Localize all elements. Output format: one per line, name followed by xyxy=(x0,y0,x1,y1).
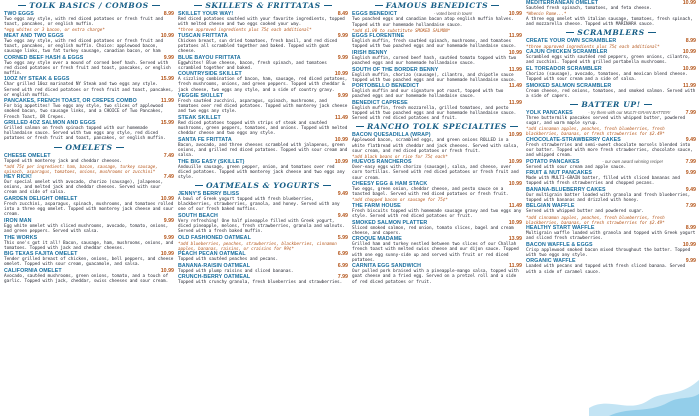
menu-item-grilled-4oz-salmon-and-eggs xyxy=(4,120,174,141)
menu-item-tagline: - try them with our MULTI-GRAIN BATTER! xyxy=(588,109,671,115)
menu-item-price: 10.99 xyxy=(160,196,174,203)
menu-item-two-eggs xyxy=(4,11,174,32)
menu-item-big-texas-fajita-omelet xyxy=(4,251,174,267)
menu-item-name: CHEESE OMELET xyxy=(4,152,51,159)
menu-item-description: Chicken breast, sun dried tomatoes, fresh basil, and red diced potatoes all scrambled together and baked. Topped with goat cheese. xyxy=(178,38,338,55)
menu-item-note: *add black beans or rice for 75¢ each* xyxy=(352,153,448,159)
menu-item-cheesy-egg-ham-stack xyxy=(352,181,522,202)
section-title: OATMEALS & YOGURTS xyxy=(205,181,321,191)
menu-item-fruit-nut-pancakes xyxy=(526,170,696,186)
menu-item-description: Our multigrain batter loaded with granola and fresh blueberries, topped with bananas and drizzled with honey. xyxy=(526,192,691,203)
menu-item-description: English muffin, corned beef hash, sautéed tomato topped with two poached eggs and our homemade hollandaise sauce. xyxy=(352,55,517,66)
menu-item-name: SOUTH OF THE BORDER BENNY xyxy=(352,66,439,73)
menu-item-price: 7.99 xyxy=(685,203,696,210)
menu-item-description: Over-easy eggs with chorizo (sausage), salsa, and cheese, over corn tortillas. Served with red diced potatoes or fresh fruit and sour cream. xyxy=(352,165,519,181)
menu-item-note: *add cinnamon apples, peaches, fresh blueberries, fresh blackberries, bananas, or fresh strawberries for $2.49* xyxy=(526,126,665,137)
menu-item-benedict-caprese xyxy=(352,100,522,121)
menu-item-description: Served with sour cream and apple sauce. xyxy=(526,164,627,170)
menu-item-name: YOLK PANCAKES xyxy=(526,109,573,116)
menu-item-portobello-benedict xyxy=(352,83,522,99)
menu-item-price: 9.49 xyxy=(685,186,696,193)
heading-rule xyxy=(644,104,652,105)
menu-item-price: 7.99 xyxy=(685,158,696,165)
menu-item-price: 9.99 xyxy=(163,234,174,241)
menu-item-name: SKILLET YOUR WAY! xyxy=(178,11,234,17)
heading-rule xyxy=(18,5,26,6)
menu-item-name: CREATE YOUR OWN SCRAMBLER xyxy=(526,37,617,44)
menu-item-price: 11.49 xyxy=(509,83,522,90)
menu-item-name: CALIFORNIA OMELET xyxy=(4,267,62,274)
menu-item-healthy-start-waffle xyxy=(526,225,696,241)
menu-item-description: Crisp applewood smoked bacon mixed throughout the batter. Topped with two eggs any style. xyxy=(526,247,691,258)
menu-item-description: Sautéed fresh spinach, tomatoes, and feta cheese. xyxy=(526,6,652,11)
menu-item-note: *Whenin Rome...* xyxy=(526,11,567,17)
section-heading xyxy=(352,122,522,131)
menu-item-banana-raisin-oatmeal xyxy=(178,263,348,274)
menu-item-price: 10.99 xyxy=(682,49,696,56)
menu-item-price: 6.99 xyxy=(337,251,348,258)
menu-item-hey-rick xyxy=(4,174,174,195)
menu-item-description: Tender grilled breast of chicken, onions, bell peppers, and cheese omelet. Topped with sour cream, guacamole, and salsa. xyxy=(4,257,174,268)
menu-item-el-toreador-scrambler xyxy=(526,66,696,82)
menu-item-name: BACON QUESADILLA (WRAP) xyxy=(352,132,431,139)
menu-item-tagline: - voted best in town! xyxy=(433,11,473,16)
menu-item-name: MEAT AND TWO EGGS xyxy=(4,32,64,39)
menu-item-price: 11.99 xyxy=(683,82,696,89)
heading-rule xyxy=(152,5,160,6)
menu-item-description: Scrambled eggs with sautéed red peppers, green onions, cilantro, and zucchini. Topped with grilled portabella mushrooms. xyxy=(526,55,691,66)
menu-item-meat-and-two-eggs xyxy=(4,33,174,54)
menu-item-name: GARDEN DELIGHT OMELET xyxy=(4,196,78,203)
menu-item-the-farm-house xyxy=(352,203,522,219)
menu-item-santa-fe-frittata xyxy=(178,137,348,158)
heading-rule xyxy=(194,5,202,6)
menu-item-price: 6.99 xyxy=(337,262,348,269)
menu-item-description: Two eggs any style, with red diced potatoes or fresh fruit and toast, pancakes, or english muffin. Choice: applewood bacon, sausage links, two fat turkey sausage, canadian bacon, or ham xyxy=(4,38,164,55)
heading-rule xyxy=(356,126,364,127)
menu-item-name: IRON MAN xyxy=(4,217,32,224)
section-title: FAMOUS BENEDICTS xyxy=(385,1,489,10)
section-heading xyxy=(178,1,348,10)
menu-item-name: TUSCAN FRITTATA xyxy=(178,32,228,39)
menu-item-name: BANANA-RAISIN OATMEAL xyxy=(178,262,251,269)
menu-item-name: CAJUN CHICKEN SCRAMBLER xyxy=(526,49,608,56)
menu-item-price: 11.99 xyxy=(509,33,522,40)
menu-item-description: A three egg omelet with italian sausage, tomatoes, fresh spinach, and mozzarella cheese. Topped with MARINARA sauce. xyxy=(526,16,693,27)
menu-item-name: STEAK SKILLET xyxy=(178,114,221,121)
menu-item-name: GRILLED 4OZ SALMON AND EGGS xyxy=(4,120,96,127)
menu-item-bacon-quesadilla-wrap xyxy=(352,132,522,158)
menu-item-description: Eggwhites! Blue cheese, bacon, fresh spinach, and tomatoes scrambled together and baked. xyxy=(178,60,327,71)
menu-column-1 xyxy=(4,0,174,416)
menu-item-price: 11.49 xyxy=(509,202,522,209)
menu-item-name: PANCAKES, FRENCH TOAST, OR CREPES COMBO xyxy=(4,98,137,105)
menu-item-description: Topped with monterey jack and cheddar cheeses. xyxy=(4,158,122,164)
menu-item-price: 8.99 xyxy=(685,225,696,232)
menu-item-description: Sliced smoked salmon, red onion, tomato slices, bagel and cream cheese, and capers. xyxy=(352,225,514,236)
heading-rule xyxy=(54,147,62,148)
menu-item-price: 7.49 xyxy=(163,174,174,181)
menu-item-description: Topped with plump raisins and sliced bananas. xyxy=(178,268,294,274)
menu-item-south-beach xyxy=(178,213,348,234)
menu-item-name: BENEDICT CAPRESE xyxy=(352,99,408,106)
menu-item-price: 9.99 xyxy=(337,54,348,61)
menu-item-name: CRUNCH-BERRY OATMEAL xyxy=(178,274,251,281)
menu-item xyxy=(352,17,522,32)
menu-item-name: THE BIG EASY (SKILLET) xyxy=(178,158,245,165)
menu-item-crunch-berry-oatmeal xyxy=(178,274,348,285)
menu-item-price: 9.99 xyxy=(337,93,348,100)
menu-item-description: Two eggs any style over a mound of corned beef hash. Served with red diced potatoes or fresh fruit and toast, pancakes, or english muffin. xyxy=(4,60,171,76)
menu-item-name: BLUE BAYOU FRITTATA xyxy=(178,54,241,61)
section-title: SKILLETS & FRITTATAS xyxy=(205,1,321,10)
menu-item-description: Cream cheese, red onions, tomatoes, and smoked salmon. Served with a side of capers. xyxy=(526,88,696,99)
menu-item-iron-man xyxy=(4,218,174,234)
menu-item-price: 10.99 xyxy=(682,65,696,72)
section-heading xyxy=(526,100,696,109)
menu-item-price: 10.99 xyxy=(334,136,348,143)
menu-item-name: ORGANIC WAFFLE xyxy=(526,258,576,265)
menu-item-irish-benny xyxy=(352,50,522,66)
menu-item-description: Very refreshing! One half pineapple filled with Greek yogurt, diced pineapple, melons, fresh strawberries, granola and walnuts. Served with a fresh baked muffin. xyxy=(178,219,345,235)
menu-item-description: Bacon, avocado, and three cheeses scrambled with jalapenos, green onions, and grilled red diced potatoes. Topped with sour cream and salsa. xyxy=(178,142,348,159)
menu-item-name: BIG TEXAS FAJITA OMELET xyxy=(4,251,78,258)
menu-item-name: SANTA FE FRITTATA xyxy=(178,136,232,143)
menu-item-description: Red diced potatoes sautéed with your favorite ingredients, topped with melted cheese and two eggs cooked your way. xyxy=(178,17,345,28)
section-title: BATTER UP! xyxy=(581,99,641,109)
menu-item-price: 10.99 xyxy=(508,219,522,226)
menu-item-price: 9.49 xyxy=(337,191,348,198)
heading-rule xyxy=(375,5,383,6)
menu-item-price: 10.99 xyxy=(508,181,522,188)
menu-item-price: 9.49 xyxy=(685,136,696,143)
menu-item-10oz-ny-steak-eggs xyxy=(4,76,174,97)
menu-item-description: Loaded with pecans and topped with fresh sliced banana. Served with a side of caramel sauce. xyxy=(526,264,686,275)
menu-item-cajun-chicken-scrambler xyxy=(526,49,696,65)
menu-item-description: Three buttermilk pancakes served with whipped butter, powdered sugar, and warm maple syrup. xyxy=(526,115,686,127)
menu-item-price: 7.99 xyxy=(337,274,348,281)
menu-item-california-omelet xyxy=(4,268,174,284)
menu-item-create-your-own-scrambler xyxy=(526,38,696,49)
menu-item-name: HUEVOS RANCHEROS xyxy=(352,159,412,166)
menu-item-eggs-florentine xyxy=(352,33,522,49)
section-title: RANCHO TOLK SPECIALTIES xyxy=(367,122,507,132)
menu-item-description: Chorizo (sausage), avocado, tomatoes, and mexican blend cheese. Topped with sour cream and a side of salsa. xyxy=(526,71,688,83)
menu-item-description: A bowl of Greek yogurt topped with fresh blueberries, blackberries, strawberries, granola, and honey. Served with any one of our fresh baked muffins. xyxy=(178,197,340,213)
menu-item-name: THE FARM HOUSE xyxy=(352,202,401,209)
heading-rule xyxy=(648,32,656,33)
menu-item-peach-pecan-oatmeal xyxy=(178,251,348,262)
menu-item-description: Fresh zucchini, asparagus, spinach, mushrooms, and tomatoes rolled into a three egg omelet. Topped with monterey jack cheese and sour cream. xyxy=(4,202,174,218)
section-heading xyxy=(4,143,174,152)
menu-item-smoked-salmon-platter xyxy=(352,220,522,236)
menu-item-price: 9.99 xyxy=(337,32,348,39)
menu-item-name: EGGS FLORENTINE xyxy=(352,33,405,40)
heading-rule xyxy=(491,5,499,6)
menu-item-description: Fresh sautéed zucchini, asparagus, spinach, mushrooms, and tomatoes over red diced potatoes. Topped with monterey jack cheese and two eggs any style. xyxy=(178,99,348,115)
menu-item-description: Topped with sautéed peaches and pecans. xyxy=(178,257,279,263)
menu-item-name: HEY RICK! xyxy=(4,174,32,181)
menu-item-description: Two poached eggs and canadian bacon atop english muffin halves. Topped with our homemade hollandaise sauce. xyxy=(352,17,514,28)
menu-item-description: English muffin, fresh sautéed spinach, mushrooms, and tomatoes topped with two poached eggs and our homemade hollandaise sauce. xyxy=(352,39,517,50)
section-title: OMELETS xyxy=(65,142,113,152)
menu-item-mediterranean-omelet xyxy=(526,0,696,16)
menu-item-pancakes-french-toast-or-crepes-combo xyxy=(4,98,174,119)
menu-item-name: EGGS BENEDICT xyxy=(352,11,398,17)
heading-rule xyxy=(324,5,332,6)
menu-item-croque-madame xyxy=(352,236,522,263)
menu-item-description: Topped with crunchy granola, fresh blueberries and strawberries. xyxy=(178,280,343,286)
menu-item-description: Two eggs any style, with red diced potatoes or fresh fruit and toast, pancakes, or english muffin. xyxy=(4,17,164,28)
menu-item-organic-waffle xyxy=(526,258,696,274)
heading-rule xyxy=(510,126,518,127)
menu-item-corned-beef-hash-eggs xyxy=(4,55,174,76)
menu-item-price: 11.99 xyxy=(509,263,522,270)
menu-item-south-of-the-border-benny xyxy=(352,67,522,83)
menu-item-price: 10.99 xyxy=(682,0,696,6)
menu-item-name: BACON WAFFLE & EGGS xyxy=(526,241,593,248)
menu-item-price: 7.49 xyxy=(163,152,174,159)
menu-item-price: 9.99 xyxy=(163,217,174,224)
menu-item-description: English muffin, fresh mozzarella, grilled tomatoes, and pesto topped with two poached eggs and our homemade hollandaise sauce. Served with red diced potatoes and fruit. xyxy=(352,105,517,122)
menu-item-price: 10.99 xyxy=(160,267,174,274)
menu-item-description: English muffin, chorizo (sausage), cilantro, and chipotle sauce topped with two poached eggs and our homemade hollandaise sauce. xyxy=(352,72,517,83)
menu-item-description: Our pulled pork braised with a pineapple-mango salsa, topped with goat cheese and a fried egg. Served on a pretzel roll and a side of red diced potatoes or fruit. xyxy=(352,269,519,285)
section-heading xyxy=(352,1,522,10)
menu-item-description: Two eggs, green onion, cheddar cheese, and pesto sauce on a toasted bagel. Served with red diced potatoes or fresh fruit. xyxy=(352,187,509,198)
menu-item-name: HEALTHY START WAFFLE xyxy=(526,225,595,232)
menu-item-price: 15.99 xyxy=(160,120,174,127)
menu-item-garden-delight-omelet xyxy=(4,196,174,217)
menu-item-price: 10.99 xyxy=(334,158,348,165)
menu-item-price: 13.99 xyxy=(508,236,522,243)
menu-item-tuscan-frittata xyxy=(178,33,348,54)
menu-item-price: 11.99 xyxy=(509,66,522,73)
menu-item-price: 9.49 xyxy=(337,213,348,220)
menu-item-the-big-easy-skillet xyxy=(178,159,348,180)
section-heading xyxy=(526,28,696,37)
menu-item-price: 8.49 xyxy=(337,11,348,17)
menu-item-steak-skillet xyxy=(178,115,348,136)
menu-item-skillet-your-way xyxy=(178,11,348,32)
menu-item-name: SMOKED SALMON SCRAMBLER xyxy=(526,82,612,89)
decorative-wave xyxy=(589,356,699,416)
menu-item-price: 8.99 xyxy=(163,11,174,17)
menu-item-name: BELGIAN WAFFLE xyxy=(526,203,575,210)
menu-item-price: 9.99 xyxy=(685,258,696,265)
heading-rule xyxy=(566,32,574,33)
menu-item-price: 7.99 xyxy=(685,109,696,116)
menu-item xyxy=(526,17,696,27)
menu-item-tagline: - our own award winning recipe! xyxy=(602,158,663,164)
menu-item-price: 11.49 xyxy=(335,114,348,121)
menu-item-note: *add $1.00 to substitute SMOKED SALMON* xyxy=(352,27,451,33)
heading-rule xyxy=(323,185,331,186)
menu-item-description: Made with MULTI-GRAIN batter, filled with sliced bananas and topped with fresh strawberries and chopped pecans. xyxy=(526,176,680,187)
menu-item-price: 10.99 xyxy=(160,32,174,39)
menu-item-note: *add cinnamon apples, peaches, fresh blueberries, fresh blackberries, bananas, or fresh strawberries for $2.49* xyxy=(526,214,665,225)
menu-item-description: A sizzling combination of bacon, ham, sausage, red diced potatoes, fresh mushrooms, onions, and green peppers. Topped with cheddar & jack cheese, two eggs any style, and a side of country gravy. xyxy=(178,77,348,93)
menu-item-name: 10OZ NY STEAK & EGGS xyxy=(4,76,70,83)
menu-item-name: CARNITA EGG SANDWICH xyxy=(352,263,422,270)
menu-item-price: 10.99 xyxy=(508,49,522,56)
menu-item-price: 10.99 xyxy=(508,132,522,139)
menu-item-name: THE WORKS xyxy=(4,234,38,241)
menu-item-old-fashioned-oatmeal xyxy=(178,235,348,251)
menu-item-price: 10.99 xyxy=(334,71,348,78)
menu-item-description: Char grilled 10oz marinated NY Steak and two eggs any style. Served with red diced potatoes or fresh fruit and toast, pancakes, or english muffin. xyxy=(4,82,174,98)
menu-item-name: CHEESY EGG & HAM STACK xyxy=(352,181,428,188)
menu-item-countryside-skillet xyxy=(178,71,348,92)
menu-item-description: Grilled salmon on fresh spinach topped with our homemade hollandaise sauce. Served with two eggs any style, red diced potatoes or fresh fruit and toast, pancakes, or english muffin. xyxy=(4,126,166,142)
menu-item-name: EL TOREADOR SCRAMBLER xyxy=(526,65,602,72)
menu-column-2 xyxy=(178,0,348,416)
menu-item-description: Fresh biscuits topped with homemade sausage gravy and two eggs any style. Served with red diced potatoes or fruit. xyxy=(352,208,522,219)
menu-item-note: *add 75¢ per ingredient: ham, bacon, sausage, turkey sausage, spinach, asparagus, tomatoes, onions, mushrooms or zucchini* xyxy=(4,163,158,174)
menu-item-carnita-egg-sandwich xyxy=(352,263,522,284)
menu-item-description: Multigrain waffle loaded with granola and topped with Greek yogurt and sliced fresh strawberries. xyxy=(526,231,696,242)
menu-item-price: 10.99 xyxy=(682,241,696,248)
menu-item-name: PORTOBELLO BENEDICT xyxy=(352,83,420,90)
menu-item-name: CROQUE MADAME xyxy=(352,236,402,243)
menu-item-blue-bayou-frittata xyxy=(178,55,348,71)
menu-item-name: IRISH BENNY xyxy=(352,49,388,56)
section-title: TOLK BASICS / COMBOS xyxy=(29,1,149,10)
menu-item-description: Avocado, sautéed mushrooms, green onions, tomato, and a touch of garlic. Topped with jack, cheddar, swiss cheeses and sour cream. xyxy=(4,273,169,285)
menu-item-potato-pancakes xyxy=(526,159,696,170)
menu-item-note: *add chopped bacon or sausage for 75¢* xyxy=(352,197,448,203)
menu-item-price: 9.99 xyxy=(685,170,696,177)
menu-item-name: VEGGIE SKILLET xyxy=(178,93,224,100)
menu-item-note: *add blueberries, peaches, strawberries, blackberries, cinnamon apples, bananas, raisins, or craisins for 99¢* xyxy=(178,240,337,251)
menu-item-price: 10.99 xyxy=(508,159,522,166)
menu-item-description: Served with whipped butter and powdered sugar. xyxy=(526,209,644,215)
menu-item-the-works xyxy=(4,235,174,251)
menu-item-bacon-waffle-eggs xyxy=(526,242,696,258)
menu-item-description: Red diced potatoes topped with strips of steak and sautéed mushrooms, green peppers, tomatoes, and onions. Topped with melted cheddar cheese and two eggs any style. xyxy=(178,120,348,137)
menu-item-price: 8.99 xyxy=(685,37,696,44)
menu-item-banana-blueberry-cakes xyxy=(526,187,696,203)
menu-item-price: 10.99 xyxy=(508,11,522,17)
menu-item-description: This one's got it all! Bacon, sausage, ham, mushrooms, onions, and tomatoes. Topped with jack and cheddar cheeses. xyxy=(4,240,174,251)
menu-item-name: SOUTH BEACH xyxy=(178,213,218,220)
menu-item-yolk-pancakes xyxy=(526,110,696,136)
section-heading xyxy=(178,181,348,190)
menu-item-name: BANANA-BLUEBERRY CAKES xyxy=(526,186,606,193)
menu-item-description: English muffin and our signature pot roast, topped with two poached eggs and our homemade hollandaise sauce. xyxy=(352,89,504,100)
menu-item-description: Grilled ham and turkey nestled between two slices of our Challah french toast with melted swiss cheese and our dijon sauce. Topped with one egg sunny-side up and served with fruit or red diced potatoes. xyxy=(352,242,519,263)
menu-item-description: Egg white omelet with sliced mushrooms, avocado, tomato, onions, and green peppers. Served with salsa. xyxy=(4,223,169,235)
menu-item-veggie-skillet xyxy=(178,93,348,114)
menu-item-belgian-waffle xyxy=(526,203,696,224)
heading-rule xyxy=(195,185,203,186)
menu-item-name: MEDITERRANEAN OMELET xyxy=(526,0,599,6)
menu-item-name: POTATO PANCAKES xyxy=(526,158,580,165)
menu-item-name: TWO EGGS xyxy=(4,11,34,17)
menu-item-name: COUNTRYSIDE SKILLET xyxy=(178,71,242,78)
menu-item-name: FRUIT & NUT PANCAKES xyxy=(526,170,593,177)
menu-column-4 xyxy=(526,0,696,416)
menu-item-price: 11.99 xyxy=(509,99,522,106)
menu-item-description: Andouille sausage, green pepper, onion, and tomatoes over red diced potatoes. Topped with monterey jack cheese and two eggs any style. xyxy=(178,164,345,181)
menu-item-description: Applewood bacon, scrambled eggs, and green onions ROLLED in a white flatbread with cheddar and jack cheeses. Served with salsa, sour cream, and red diced potatoes or fresh fruit. xyxy=(352,138,519,154)
menu-item-name: CHOCOLATE-STRAWBERRY CAKES xyxy=(526,136,621,143)
menu-item-huevos-rancheros xyxy=(352,159,522,180)
menu-item-name: PEACH PECAN OATMEAL xyxy=(178,251,246,258)
menu-item-description: Fresh strawberries and semi-sweet chocolate morsels blended into our batter. Topped with more fresh strawberries, chocolate sauce, and whipped cream. xyxy=(526,142,693,158)
menu-item-smoked-salmon-scrambler xyxy=(526,83,696,99)
section-heading xyxy=(4,1,174,10)
menu-item-description: Our special omelet with avocado, chorizo (sausage), jalapenos, onions, and melted jack and cheddar cheeses. Served with sour cream and side of salsa. xyxy=(4,180,164,196)
menu-item-name: JENNY'S BERRY BLISS xyxy=(178,191,240,198)
menu-item-price: 5.99 xyxy=(337,234,348,241)
menu-item-price: 15.99 xyxy=(160,76,174,83)
menu-item-name: OLD FASHIONED OATMEAL xyxy=(178,234,251,241)
menu-item-chocolate-strawberry-cakes xyxy=(526,137,696,158)
menu-item-description: For big appetites! Two eggs any style, two slices of applewood smoked bacon, two sausage links, and a CHOICE of Two Pancakes, French Toast, OR Crepes. xyxy=(4,104,164,120)
section-title: SCRAMBLERS xyxy=(577,27,645,37)
menu-item-price: 9.99 xyxy=(163,54,174,61)
menu-item-price: 10.99 xyxy=(160,251,174,258)
menu-item-note: *egg whites or 3 bacon, or extra charge* xyxy=(4,27,105,33)
menu-item-note: *three approved ingredients plus 75¢ each additional* xyxy=(526,43,660,49)
menu-item-cheese-omelet xyxy=(4,153,174,174)
heading-rule xyxy=(570,104,578,105)
menu-item-jenny-s-berry-bliss xyxy=(178,191,348,212)
menu-item-note: *three approved ingredients plus 75¢ each additional* xyxy=(178,27,312,33)
menu-item-name: SMOKED SALMON PLATTER xyxy=(352,219,428,226)
heading-rule xyxy=(116,147,124,148)
menu-column-3 xyxy=(352,0,522,416)
menu-item-price: 11.99 xyxy=(161,98,174,105)
menu-item-name: CORNED BEEF HASH & EGGS xyxy=(4,54,84,61)
